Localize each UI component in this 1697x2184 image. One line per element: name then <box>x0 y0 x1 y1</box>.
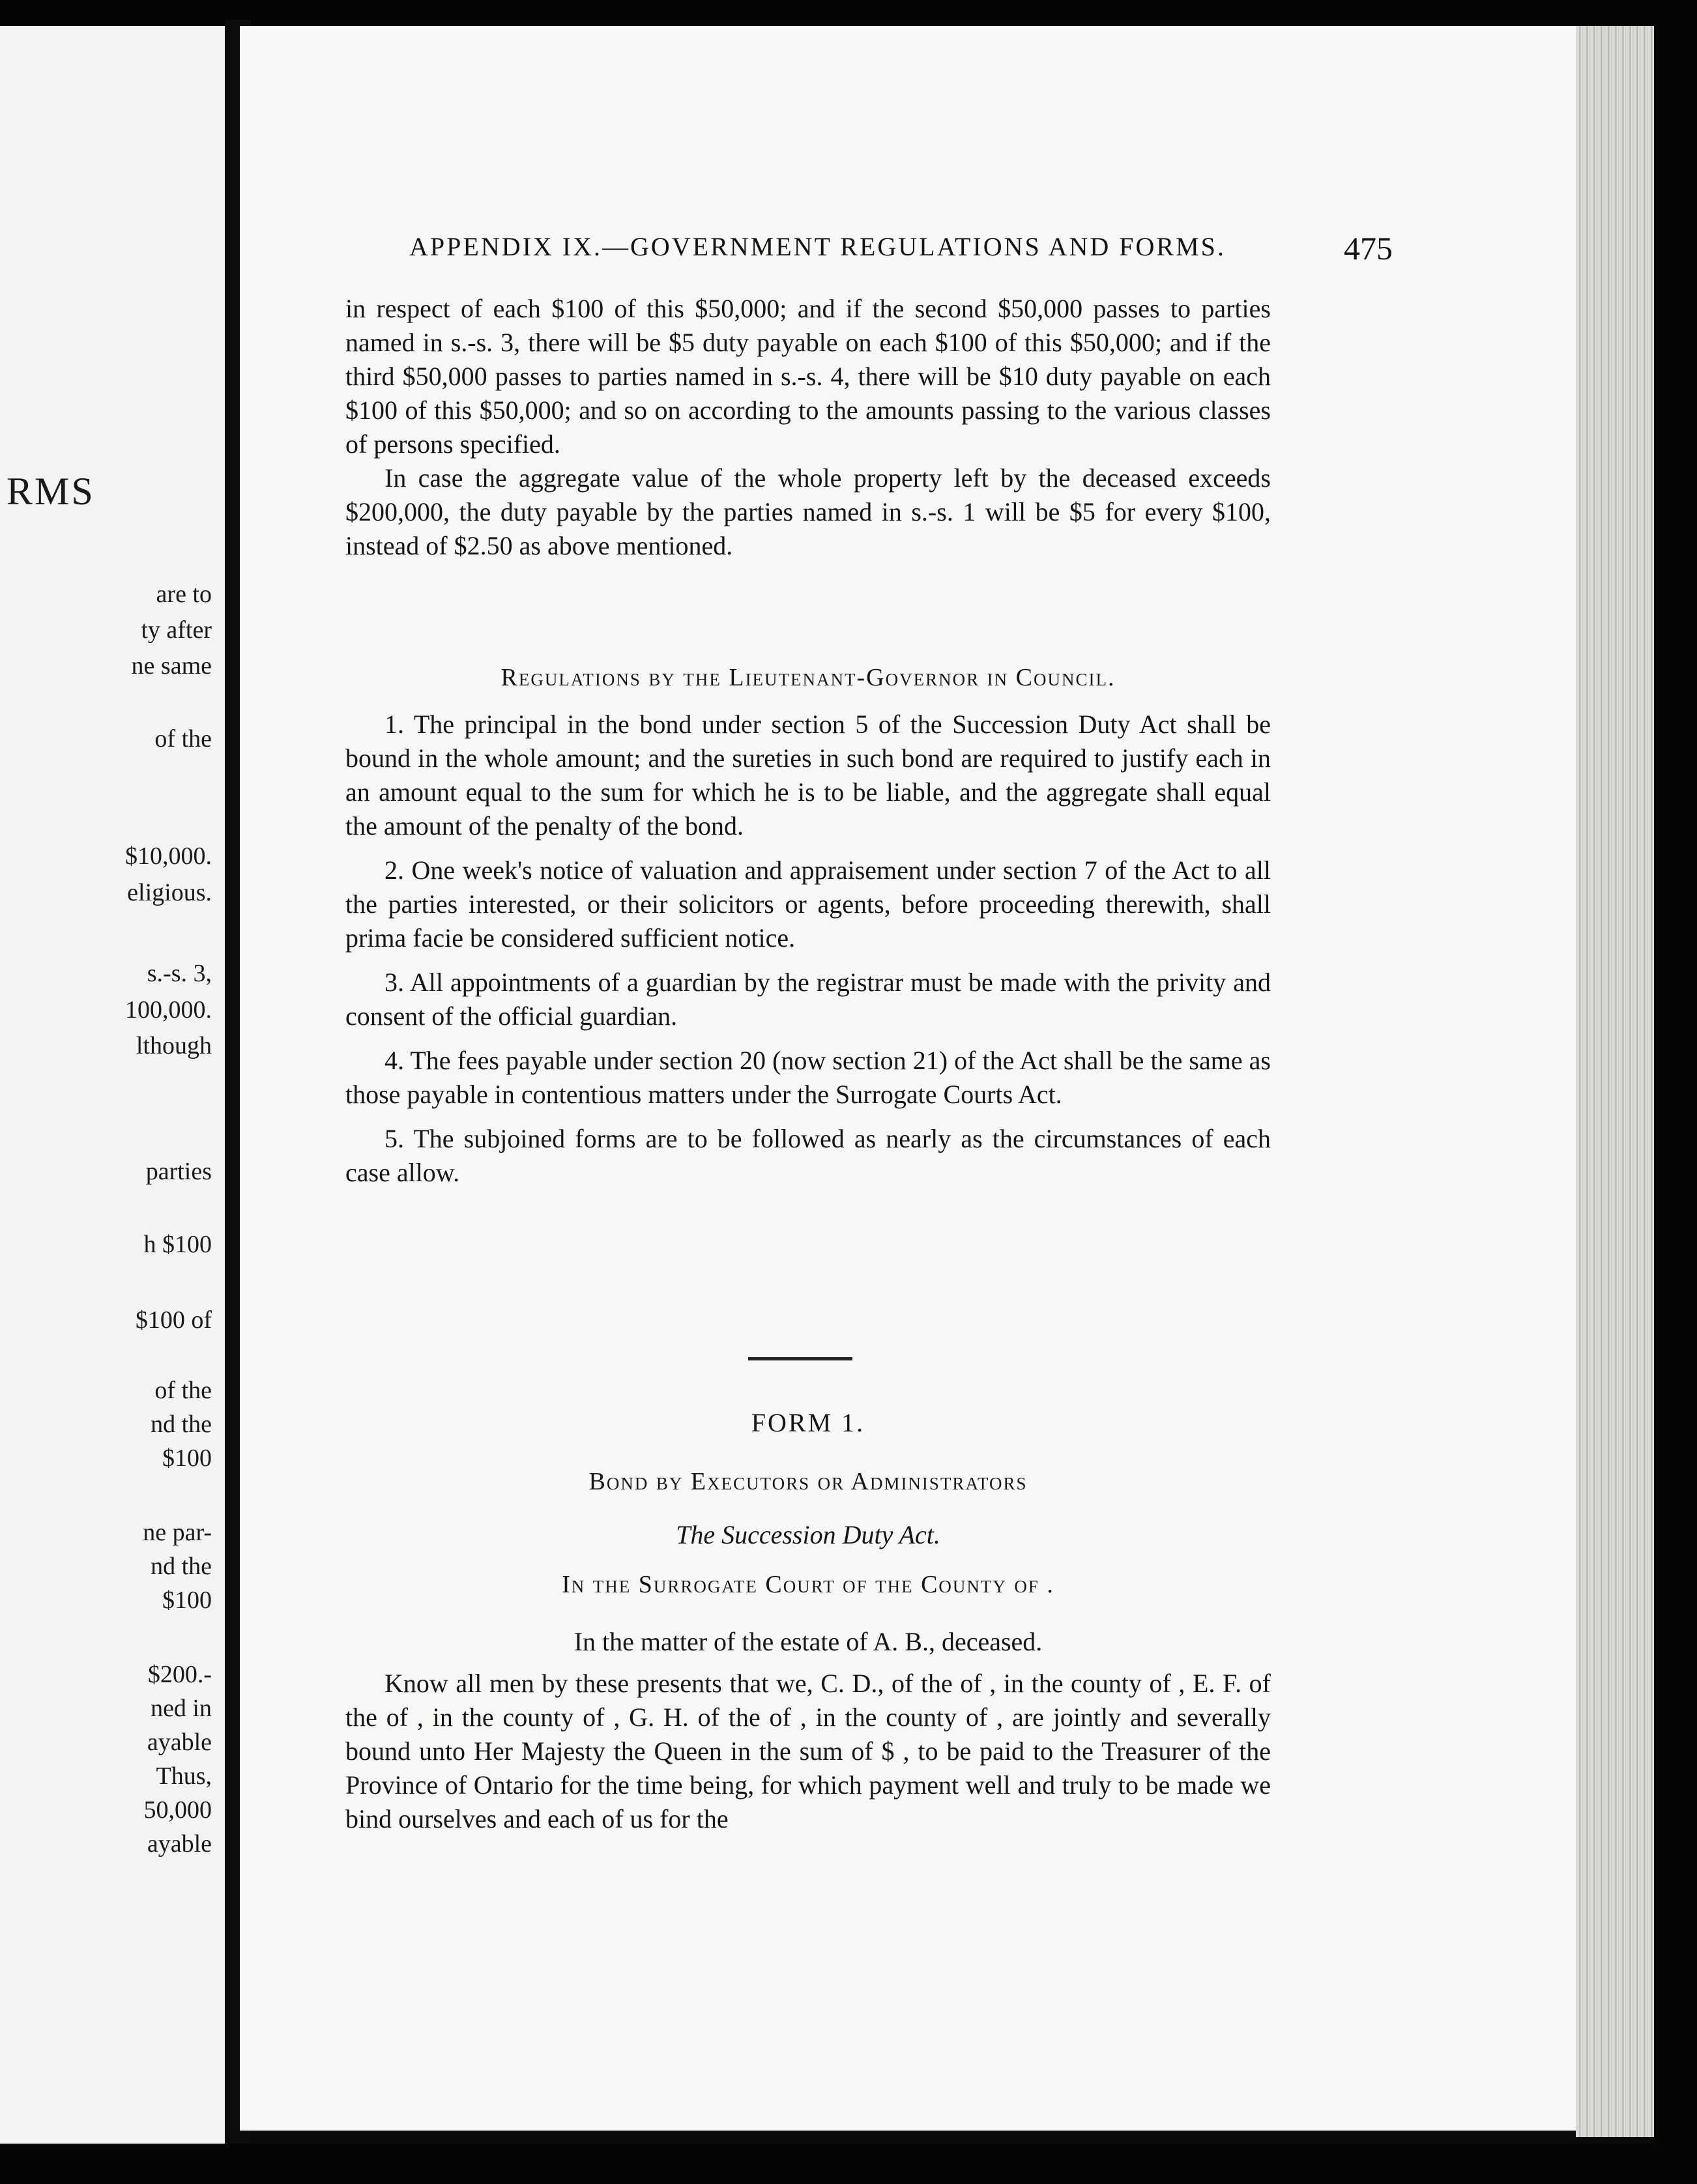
left-page-line-fragment: $200.- <box>147 1661 212 1688</box>
regulation-item-5: 5. The subjoined forms are to be followed as nearly as the circumstances of each case allow. <box>345 1124 1271 1187</box>
left-page-lines <box>0 26 212 2163</box>
left-page-line-fragment: ayable <box>147 1830 212 1858</box>
left-page <box>0 26 225 2163</box>
left-page-line-fragment: s.-s. 3, <box>147 960 212 987</box>
left-page-line-fragment: ne same <box>131 652 212 680</box>
left-page-line-fragment: ayable <box>147 1729 212 1756</box>
regulation-item-1: 1. The principal in the bond under section 5 of the Succession Duty Act shall be bound in the whole amount; and the sureties in such bond are required to justify each in an amount equal to the sum for which he is to be liable, and the aggregate shall equal the amount of the penalty of the bond. <box>345 710 1271 841</box>
left-page-line-fragment: lthough <box>136 1032 212 1059</box>
regulation-item-4: 4. The fees payable under section 20 (now section 21) of the Act shall be the same as those payable in contentious matters under the Surrogate Courts Act. <box>345 1046 1271 1109</box>
continuation-text <box>345 292 1271 563</box>
left-page-line-fragment: ned in <box>151 1695 212 1722</box>
form-matter-line: In the matter of the estate of A. B., deceased. <box>573 1627 1043 1656</box>
regulation-item-2: 2. One week's notice of valuation and appraisement under section 7 of the Act to all the parties interested, or their solicitors or agents, before proceeding therewith, shall prima facie be considered sufficient notice. <box>345 855 1271 953</box>
regulations-list <box>345 708 1271 1190</box>
bottom-background <box>0 2144 1697 2184</box>
form-body <box>345 1667 1271 1836</box>
left-page-line-fragment: of the <box>154 725 212 753</box>
left-page-line-fragment: $10,000. <box>125 842 212 870</box>
left-page-line-fragment: nd the <box>151 1411 212 1438</box>
continuation-paragraph-2: In case the aggregate value of the whole property left by the deceased exceeds $200,000, the duty payable by the parties named in s.-s. 1 will be $5 for every $100, instead of $2.50 as above mentioned. <box>345 463 1271 560</box>
left-page-line-fragment: ne par- <box>143 1519 212 1546</box>
page-number: 475 <box>1344 230 1393 266</box>
running-head: APPENDIX IX.—GOVERNMENT REGULATIONS AND FORMS. <box>409 232 1226 261</box>
regulations-heading: Regulations by the Lieutenant-Governor in Council. <box>500 664 1116 691</box>
page-edges <box>1576 26 1654 2137</box>
left-page-line-fragment: nd the <box>151 1553 212 1580</box>
left-page-line-fragment: 100,000. <box>125 996 212 1024</box>
left-page-line-fragment: parties <box>145 1158 212 1185</box>
left-page-line-fragment: 50,000 <box>143 1796 212 1824</box>
left-page-line-fragment: of the <box>154 1377 212 1404</box>
form-subtitle: Bond by Executors or Administrators <box>588 1468 1028 1495</box>
right-background <box>1654 0 1697 2184</box>
regulation-item-3: 3. All appointments of a guardian by the registrar must be made with the privity and consent of the official guardian. <box>345 968 1271 1031</box>
form-body-paragraph: Know all men by these presents that we, C. D., of the of , in the county of , E. F. of the of , in the county of , G. H. of the of , in the county of , are jointly and severally bound unto Her Majesty the Queen in the sum of $ , to be paid to the Treasurer of the Province of Ontario for the time being, for which payment well and truly to be made we bind ourselves and each of us for the <box>345 1669 1271 1833</box>
left-page-line-fragment: eligious. <box>127 879 212 906</box>
section-divider <box>748 1357 852 1360</box>
left-page-line-fragment: $100 <box>162 1587 212 1614</box>
form-court-line: In the Surrogate Court of the County of . <box>562 1571 1054 1598</box>
left-page-line-fragment: are to <box>156 581 212 608</box>
continuation-paragraph-1: in respect of each $100 of this $50,000; and if the second $50,000 passes to parties named in s.-s. 3, there will be $5 duty payable on each $100 of this $50,000; and if the third $50,000 passes to parties named in s.-s. 4, there will be $10 duty payable on each $100 of this $50,000; and so on according to the amounts passing to the various classes of persons specified. <box>345 294 1271 459</box>
form-act-title: The Succession Duty Act. <box>676 1520 940 1549</box>
left-page-line-fragment: Thus, <box>156 1762 212 1790</box>
left-page-line-fragment: h $100 <box>143 1231 212 1258</box>
left-page-line-fragment: $100 of <box>135 1306 212 1334</box>
left-page-line-fragment: $100 <box>162 1444 212 1472</box>
left-page-line-fragment: ty after <box>141 616 212 644</box>
form-title: FORM 1. <box>751 1408 865 1437</box>
left-page-heading-fragment: RMS <box>7 470 95 513</box>
